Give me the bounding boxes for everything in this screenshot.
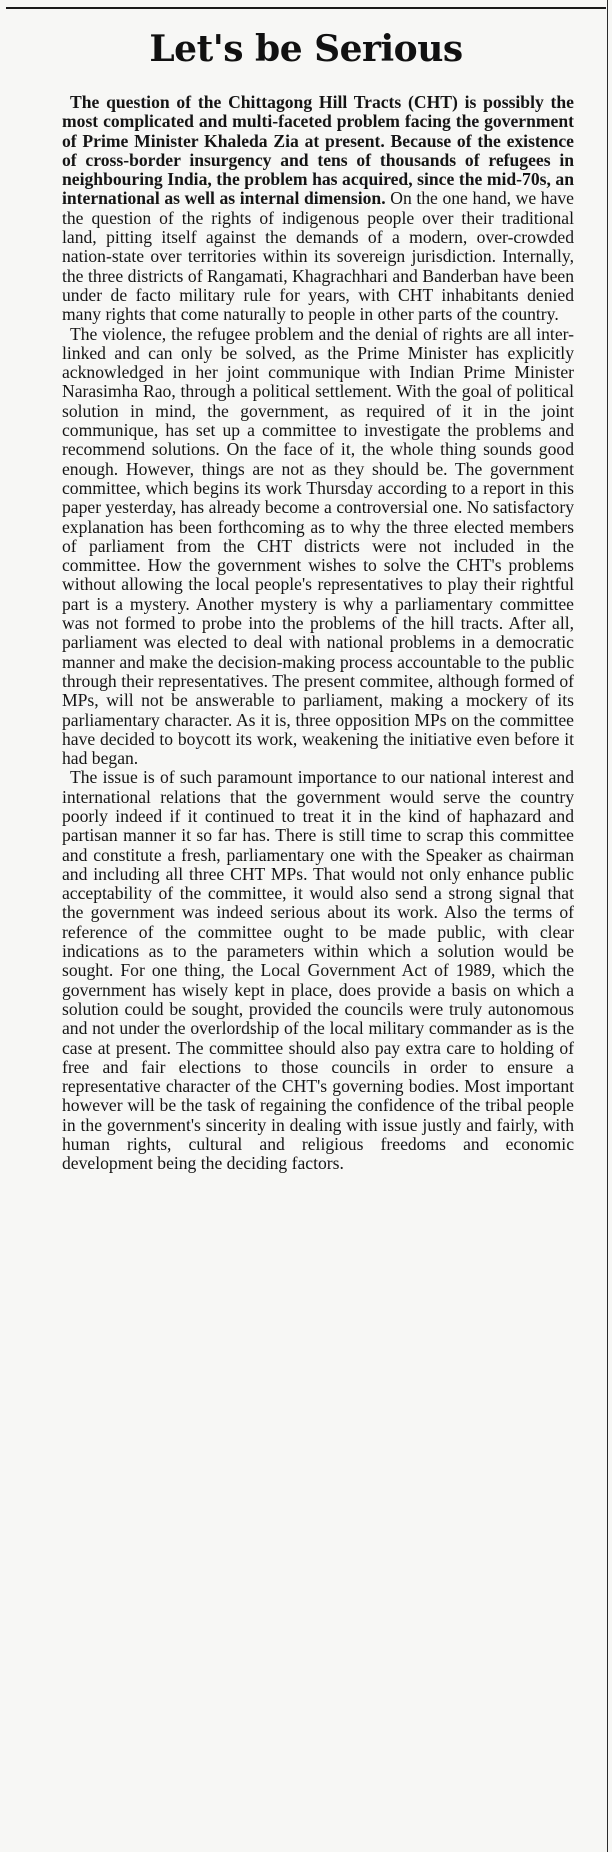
column-rule [607,0,608,1852]
paragraph-1 [62,93,574,325]
paragraph-2 [62,325,574,769]
paragraph-3-body: The issue is of such paramount importance to our national interest and international relations that the government would serve the country poorly indeed if it continued to treat it in the kind of haphazard and partisan manner it so far has. There is still time to scrap this committee and constitute a fresh, parliamentary one with the Speaker as chairman and including all three CHT MPs. That would not only enhance public acceptability of the committee, it would also send a strong signal that the government was indeed serious about its work. Also the terms of reference of the committee ought to be made public, with clear indications as to the parameters within which a solution would be sought. For one thing, the Local Government Act of 1989, which the government has wisely kept in place, does provide a basis on which a solution could be sought, provided the councils were truly autonomous and not under the overlordship of the local military commander as is the case at present. The committee should also pay extra care to holding of free and fair elections to those councils in order to ensure a representative character of the CHT's governing bodies. Most important however will be the task of regaining the confidence of the tribal people in the government's sincerity in dealing with issue justly and fairly, with human rights, cultural and religious freedoms and economic development being the deciding factors. [62,767,574,1174]
editorial-headline: Let's be Serious [149,28,463,70]
paragraph-2-body: The violence, the refugee problem and the denial of rights are all inter-linked and can only be solved, as the Prime Minister has explicitly acknowledged in her joint communique with Indian Prime Minister Narasimha Rao, through a political settlement. With the goal of political solution in mind, the government, as required of it in the joint communique, has set up a committee to investigate the problems and recommend solutions. On the face of it, the whole thing sounds good enough. However, things are not as they should be. The government committee, which begins its work Thursday according to a report in this paper yesterday, has already become a controversial one. No satisfactory explanation has been forthcoming as to why the three elected members of parliament from the CHT districts were not included in the committee. How the government wishes to solve the CHT's problems without allowing the local people's representatives to play their rightful part is a mystery. Another mystery is why a parliamentary committee was not formed to probe into the problems of the hill tracts. After all, parliament was elected to deal with national problems in a democratic manner and make the decision-making process accountable to the public through their representatives. The present commitee, although formed of MPs, will not be answerable to parliament, making a mockery of its parliamentary character. As it is, three opposition MPs on the committee have decided to boycott its work, weakening the initiative even before it had began. [62,323,574,769]
paragraph-3 [62,768,574,1173]
editorial-body [62,93,574,1174]
top-rule [6,7,606,9]
paragraph-1-body: On the one hand, we have the question of the rights of indigenous people over their traditional land, pitting itself against the demands of a modern, over-crowded nation-state over territories within its sovereign jurisdiction. Internally, the three districts of Rangamati, Khagrachhari and Banderban have been under de facto military rule for years, with CHT inhabitants denied many rights that come naturally to people in other parts of the country. [62,188,574,325]
paragraph-1-lead: The question of the Chittagong Hill Tracts (CHT) is possibly the most complicated and multi-faceted problem facing the government of Prime Minister Khaleda Zia at present. Because of the existence of cross-border insurgency and tens of thousands of refugees in neighbouring India, the problem has acquired, since the mid-70s, an international as well as internal dimension. [62,92,574,209]
